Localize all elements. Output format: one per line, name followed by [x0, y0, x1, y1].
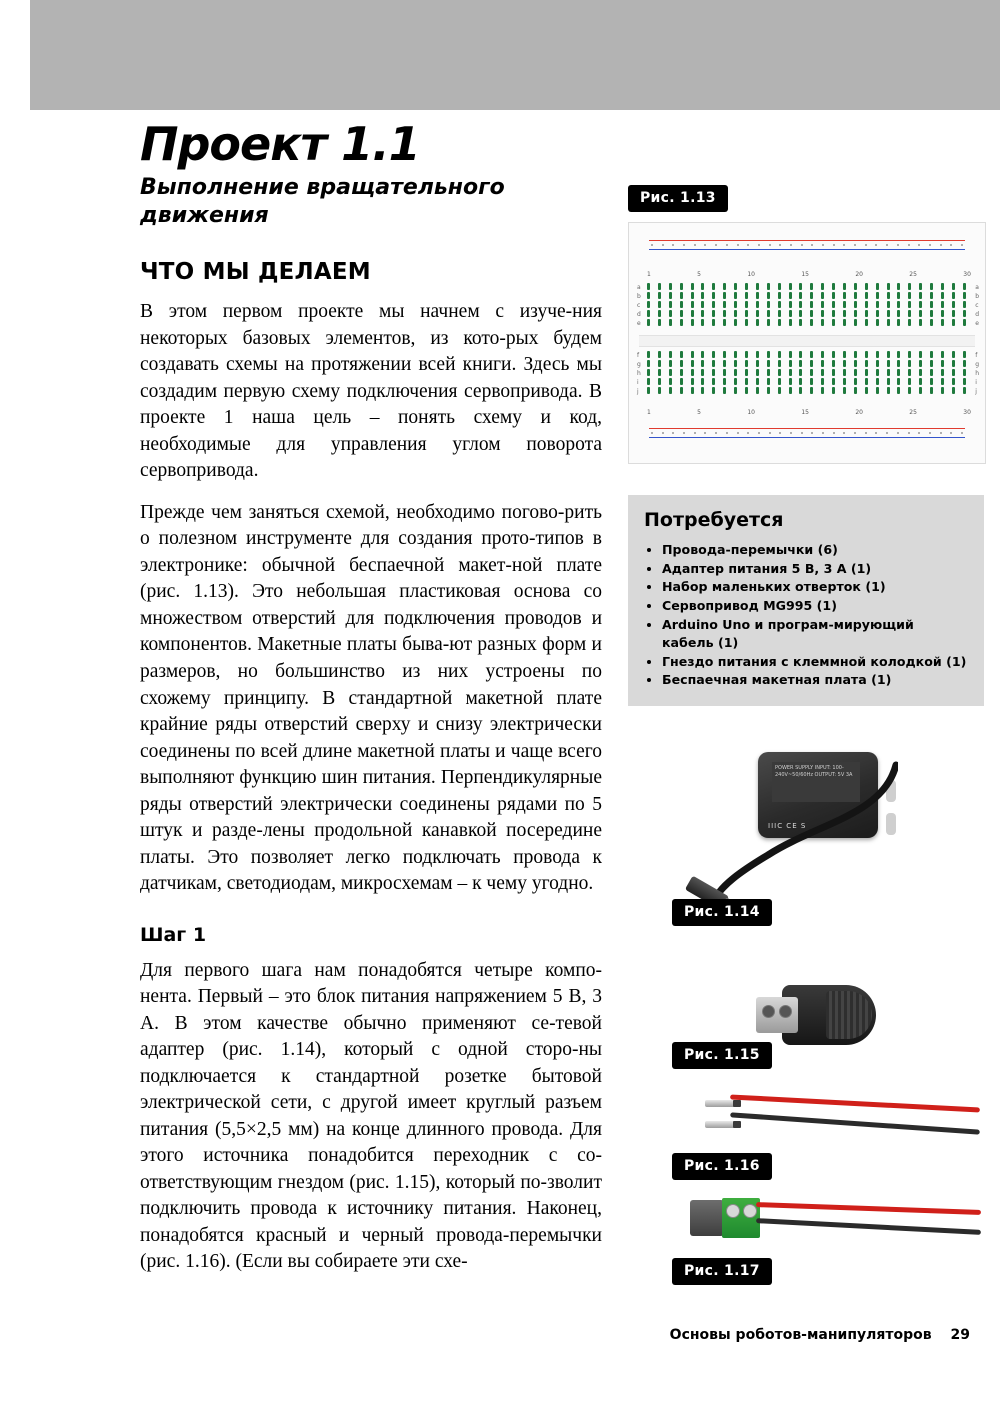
terminal-screw-left [762, 1005, 775, 1018]
main-text-column [140, 117, 602, 1291]
list-item: • Arduino Uno и програм-мирующий кабель (1) [662, 616, 968, 653]
paragraph-1: В этом первом проекте мы начнем с изуче-ния некоторых базовых элементов, из кото-рых будем создавать схемы на протяжении всей книги. Здесь мы создадим первую схему подключения сервопривода. В проекте 1 наша цель – понять схему и код, необходимые для управления углом поворота сервопривода. [140, 301, 602, 482]
rail-holes-top [651, 241, 963, 249]
jumper-wire-black [730, 1112, 980, 1134]
list-item: • Адаптер питания 5 В, 3 А (1) [662, 560, 968, 579]
footer-page-number: 29 [950, 1327, 970, 1343]
breadboard-letters-left-top: a b c d e [637, 284, 641, 327]
page-title: Проект 1.1 [140, 117, 420, 171]
breadboard-letters-left-bottom: f g h i j [637, 352, 641, 395]
figure-caption-1-15 [672, 1042, 772, 1069]
figure-caption-1-16 [672, 1153, 772, 1180]
col-num: 25 [909, 409, 917, 416]
col-num: 20 [855, 409, 863, 416]
figure-label-1-14: Рис. 1.14 [672, 899, 772, 926]
figure-label-1-17: Рис. 1.17 [672, 1258, 772, 1285]
list-item: • Беспаечная макетная плата (1) [662, 671, 968, 690]
required-items-list [644, 541, 968, 690]
wire-pin-red [705, 1100, 735, 1107]
col-num: 5 [697, 271, 701, 278]
breadboard-center-channel [639, 335, 975, 347]
figure-label-1-16: Рис. 1.16 [672, 1153, 772, 1180]
col-num: 15 [801, 271, 809, 278]
figure-label-1-13: Рис. 1.13 [628, 185, 728, 212]
breadboard-numbers-bottom [647, 409, 971, 419]
figure-1-14-photo [628, 735, 984, 925]
terminal-screw-b [743, 1204, 757, 1218]
breadboard-image [628, 222, 986, 464]
figure-1-15-photo [756, 985, 876, 1051]
terminal-wire-red [756, 1202, 981, 1215]
required-components-box [628, 495, 984, 706]
adapter-certification-marks: IIIC CE S [768, 822, 807, 830]
list-item: • Сервопривод MG995 (1) [662, 597, 968, 616]
list-item: • Набор маленьких отверток (1) [662, 578, 968, 597]
col-num: 1 [647, 409, 651, 416]
adapter-label-text: POWER SUPPLY INPUT: 100-240V~50/60Hz OUTPUT: 5V 3A [772, 762, 860, 802]
paragraph-2: Прежде чем заняться схемой, необходимо погово-рить о полезном инструменте для создания прото-типов в электронике: обычной беспаечной макет-ной плате (рис. 1.13). Это небольшая пластиковая основа со множеством отверстий для подключения проводов и компонентов. Макетные платы быва-ют разных форм и размеров, но большинство из них устроены по схожему принципу. В стандартной макетной плате крайние ряды отверстий сверху и снизу электрически соединены по всей длине макетной платы и чаще всего выполняют функцию шин питания. Перпендикулярные ряды отверстий электрически соединены рядами по 5 штук и разде-лены продольной канавкой посередине платы. Это позволяет легко подключать провода к датчикам, светодиодам, микросхемам – к чему угодно. [140, 501, 602, 895]
terminal-screw-a [726, 1204, 740, 1218]
col-num: 25 [909, 271, 917, 278]
figure-caption-1-14 [672, 899, 772, 926]
terminal-green-block [722, 1198, 760, 1238]
screw-terminal [756, 997, 798, 1033]
page-footer [670, 1327, 970, 1343]
list-item: • Провода-перемычки (6) [662, 541, 968, 560]
page-subtitle: Выполнение вращательного движения [140, 175, 505, 228]
terminal-housing [690, 1200, 724, 1236]
paragraph-3: Для первого шага нам понадобятся четыре компо-нента. Первый – это блок питания напряжением 5 В, 3 А. В этом качестве обычно применяют се-тевой адаптер (рис. 1.14), который с одной сторо-ны подключается к стандартной розетке бытовой электрической сети, с другой имеет круглый разъем питания (5,5×2,5 мм) на конце длинного провода. Для этого источника понадобится переходник с со-ответствующим гнездом (рис. 1.15), который по-зволит подключить провода к источнику питания. Наконец, понадобятся красный и черный провода-перемычки (рис. 1.16). (Если вы собираете эти схе- [140, 959, 602, 1273]
breadboard-numbers-top [647, 271, 971, 281]
breadboard-rail-top [643, 237, 971, 253]
figure-1-16-photo [700, 1085, 1000, 1155]
figure-1-13 [628, 185, 984, 464]
dc-jack-ribs [826, 991, 872, 1039]
breadboard-letters-right-top: a b c d e [975, 284, 979, 327]
figure-label-1-15: Рис. 1.15 [672, 1042, 772, 1069]
breadboard-contacts-bottom [647, 351, 967, 396]
breadboard-contacts-top [647, 283, 967, 328]
section-heading-step-1: Шаг 1 [140, 923, 207, 946]
jumper-wire-red [730, 1094, 980, 1112]
rail-line-blue-bottom [649, 437, 965, 438]
col-num: 30 [963, 409, 971, 416]
required-box-title: Потребуется [644, 509, 784, 531]
rail-line-blue-top [649, 249, 965, 250]
terminal-screw-right [779, 1005, 792, 1018]
breadboard-letters-right-bottom: f g h i j [975, 352, 979, 395]
col-num: 30 [963, 271, 971, 278]
section-heading-what-we-do: ЧТО МЫ ДЕЛАЕМ [140, 259, 371, 286]
rail-holes-bottom [651, 429, 963, 437]
footer-book-title: Основы роботов-манипуляторов [669, 1327, 932, 1343]
figure-1-17-photo [690, 1190, 1000, 1260]
col-num: 5 [697, 409, 701, 416]
breadboard-rail-bottom [643, 425, 971, 441]
list-item: • Гнездо питания с клеммной колодкой (1) [662, 653, 968, 672]
terminal-wire-black [756, 1218, 981, 1235]
col-num: 15 [801, 409, 809, 416]
figure-caption-1-17 [672, 1258, 772, 1285]
header-band [30, 0, 1000, 110]
col-num: 20 [855, 271, 863, 278]
col-num: 10 [747, 409, 755, 416]
col-num: 10 [747, 271, 755, 278]
col-num: 1 [647, 271, 651, 278]
wire-pin-black [705, 1121, 735, 1128]
